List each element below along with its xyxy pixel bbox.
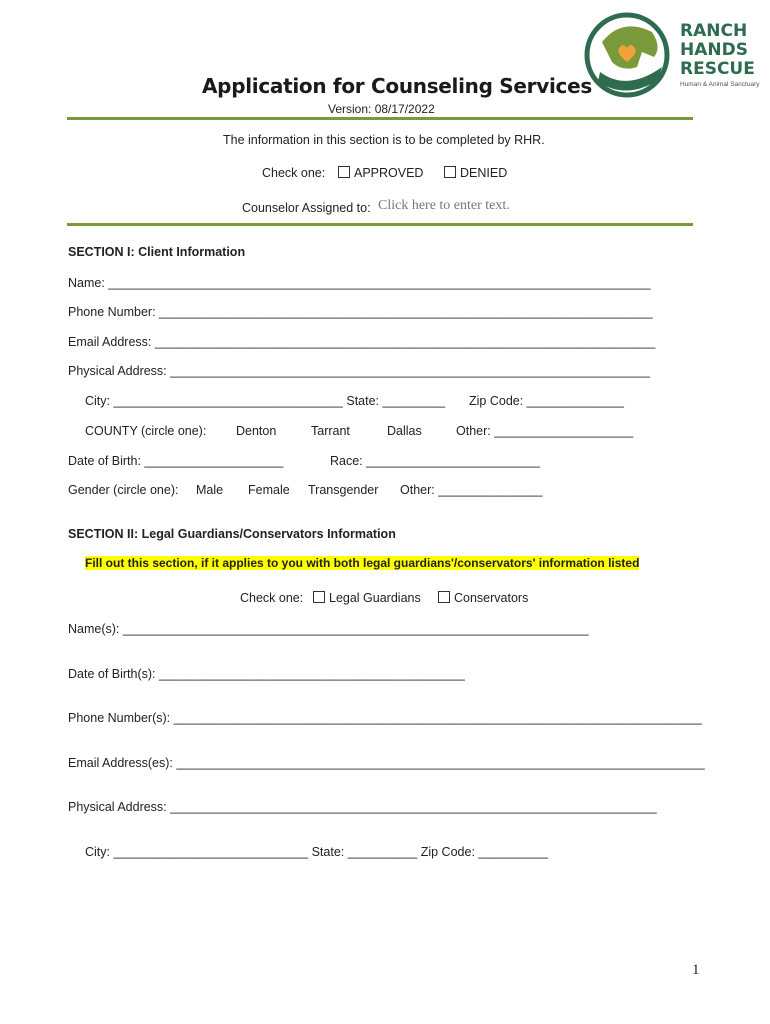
conservators-label: Conservators	[454, 591, 529, 605]
approved-checkbox[interactable]	[338, 166, 350, 178]
logo-tagline: Human & Animal Sanctuary	[680, 81, 760, 88]
client-address-field[interactable]: Physical Address: _____________________________________________________________________	[68, 364, 650, 378]
ranch-hands-logo-icon	[582, 12, 674, 98]
section2-instruction: Fill out this section, if it applies to you with both legal guardians'/conservators' information listed	[85, 556, 640, 570]
client-race-field[interactable]: Race: _________________________	[330, 454, 540, 468]
guardian-email-field[interactable]: Email Address(es): ____________________________________________________________________________	[68, 756, 705, 770]
approved-option[interactable]	[338, 166, 423, 180]
gender-label: Gender (circle one):	[68, 483, 179, 497]
client-email-field[interactable]: Email Address: ________________________________________________________________________	[68, 335, 656, 349]
logo	[582, 12, 760, 98]
guardian-names-field[interactable]: Name(s): ___________________________________________________________________	[68, 622, 589, 636]
denied-checkbox[interactable]	[444, 166, 456, 178]
county-label: COUNTY (circle one):	[85, 424, 207, 438]
gender-option-male[interactable]: Male	[196, 483, 224, 497]
logo-line-3: RESCUE	[680, 59, 755, 79]
divider-mid	[67, 223, 693, 226]
gender-option-transgender[interactable]: Transgender	[308, 483, 379, 497]
approved-label: APPROVED	[354, 166, 424, 180]
counselor-label: Counselor Assigned to:	[242, 201, 371, 215]
county-other-field[interactable]: Other: ____________________	[456, 424, 634, 438]
legal-guardians-checkbox[interactable]	[313, 591, 325, 603]
client-city-state-field[interactable]: City: _________________________________ State: _________	[85, 394, 446, 408]
guardian-check-one: Check one:	[240, 591, 304, 605]
guardian-address-field[interactable]: Physical Address: ______________________________________________________________________	[68, 800, 657, 814]
logo-line-2: HANDS	[680, 40, 748, 60]
counselor-input[interactable]: Click here to enter text.	[378, 198, 510, 213]
denied-label: DENIED	[460, 166, 508, 180]
page-number: 1	[692, 962, 700, 978]
client-name-field[interactable]: Name: ______________________________________________________________________________	[68, 276, 651, 290]
section1-heading: SECTION I: Client Information	[68, 245, 246, 259]
section2-heading: SECTION II: Legal Guardians/Conservators Information	[68, 527, 396, 541]
page-title: Application for Counseling Services	[202, 74, 592, 98]
denied-option[interactable]	[444, 166, 507, 180]
legal-guardians-option[interactable]	[313, 591, 421, 605]
gender-other-field[interactable]: Other: _______________	[400, 483, 543, 497]
conservators-checkbox[interactable]	[438, 591, 450, 603]
rhr-intro: The information in this section is to be completed by RHR.	[223, 133, 545, 147]
client-zip-field[interactable]: Zip Code: ______________	[469, 394, 624, 408]
logo-line-1: RANCH	[680, 21, 748, 41]
county-option-tarrant[interactable]: Tarrant	[311, 424, 350, 438]
client-dob-field[interactable]: Date of Birth: ____________________	[68, 454, 284, 468]
divider-top	[67, 117, 693, 120]
version-text: Version: 08/17/2022	[328, 102, 435, 116]
legal-guardians-label: Legal Guardians	[329, 591, 421, 605]
rhr-check-one: Check one:	[262, 166, 326, 180]
guardian-phone-field[interactable]: Phone Number(s): ____________________________________________________________________________	[68, 711, 702, 725]
conservators-option[interactable]	[438, 591, 528, 605]
gender-option-female[interactable]: Female	[248, 483, 290, 497]
client-phone-field[interactable]: Phone Number: _______________________________________________________________________	[68, 305, 653, 319]
guardian-dob-field[interactable]: Date of Birth(s): ____________________________________________	[68, 667, 465, 681]
county-option-denton[interactable]: Denton	[236, 424, 277, 438]
guardian-city-state-zip-field[interactable]: City: ____________________________ State: __________ Zip Code: __________	[85, 845, 548, 859]
county-option-dallas[interactable]: Dallas	[387, 424, 422, 438]
